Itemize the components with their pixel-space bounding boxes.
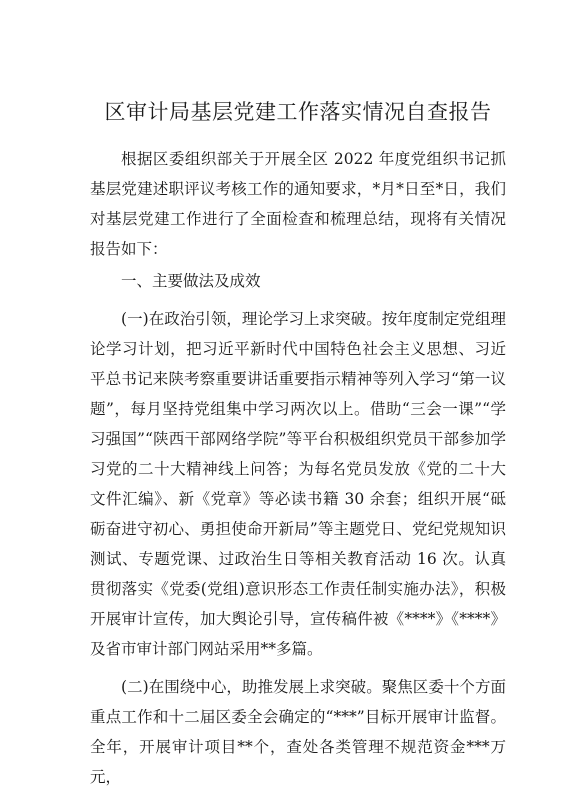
body-paragraph-2: (二)在围绕中心，助推发展上求突破。聚焦区委十个方面重点工作和十二届区委全会确定的“***”目标开展审计监督。全年，开展审计项目**个，查处各类管理不规范资金***万元， (90, 678, 506, 786)
section-heading: 一、主要做法及成效 (121, 272, 261, 290)
body-paragraph-1: (一)在政治引领，理论学习上求突破。按年度制定党组理论学习计划，把习近平新时代中国特色社会主义思想、习近平总书记来陕考察重要讲话重要指示精神等列入学习“第一议题”，每月坚持党组集中学习两次以上。借助“三会一课”“学习强国”“陕西干部网络学院”等平台积极组织党员干部参加学习党的二十大精神线上问答；为每名党员发放《党的二十大文件汇编》、新《党章》等必读书籍 30 余套；组织开展“砥砺奋进守初心、勇担使命开新局”等主题党日、党纪党规知识测试、专题党课、过政治生日等相关教育活动 16 次。认真贯彻落实《党委(党组)意识形态工作责任制实施办法》，积极开展审计宣传，加大舆论引导，宣传稿件被《****》《****》及省市审计部门网站采用**多篇。 (90, 310, 506, 658)
document-title: 区审计局基层党建工作落实情况自查报告 (104, 100, 492, 124)
intro-paragraph: 根据区委组织部关于开展全区 2022 年度党组织书记抓基层党建述职评议考核工作的通知要求，*月*日至*日，我们对基层党建工作进行了全面检查和梳理总结，现将有关情况报告如下： (90, 150, 506, 258)
